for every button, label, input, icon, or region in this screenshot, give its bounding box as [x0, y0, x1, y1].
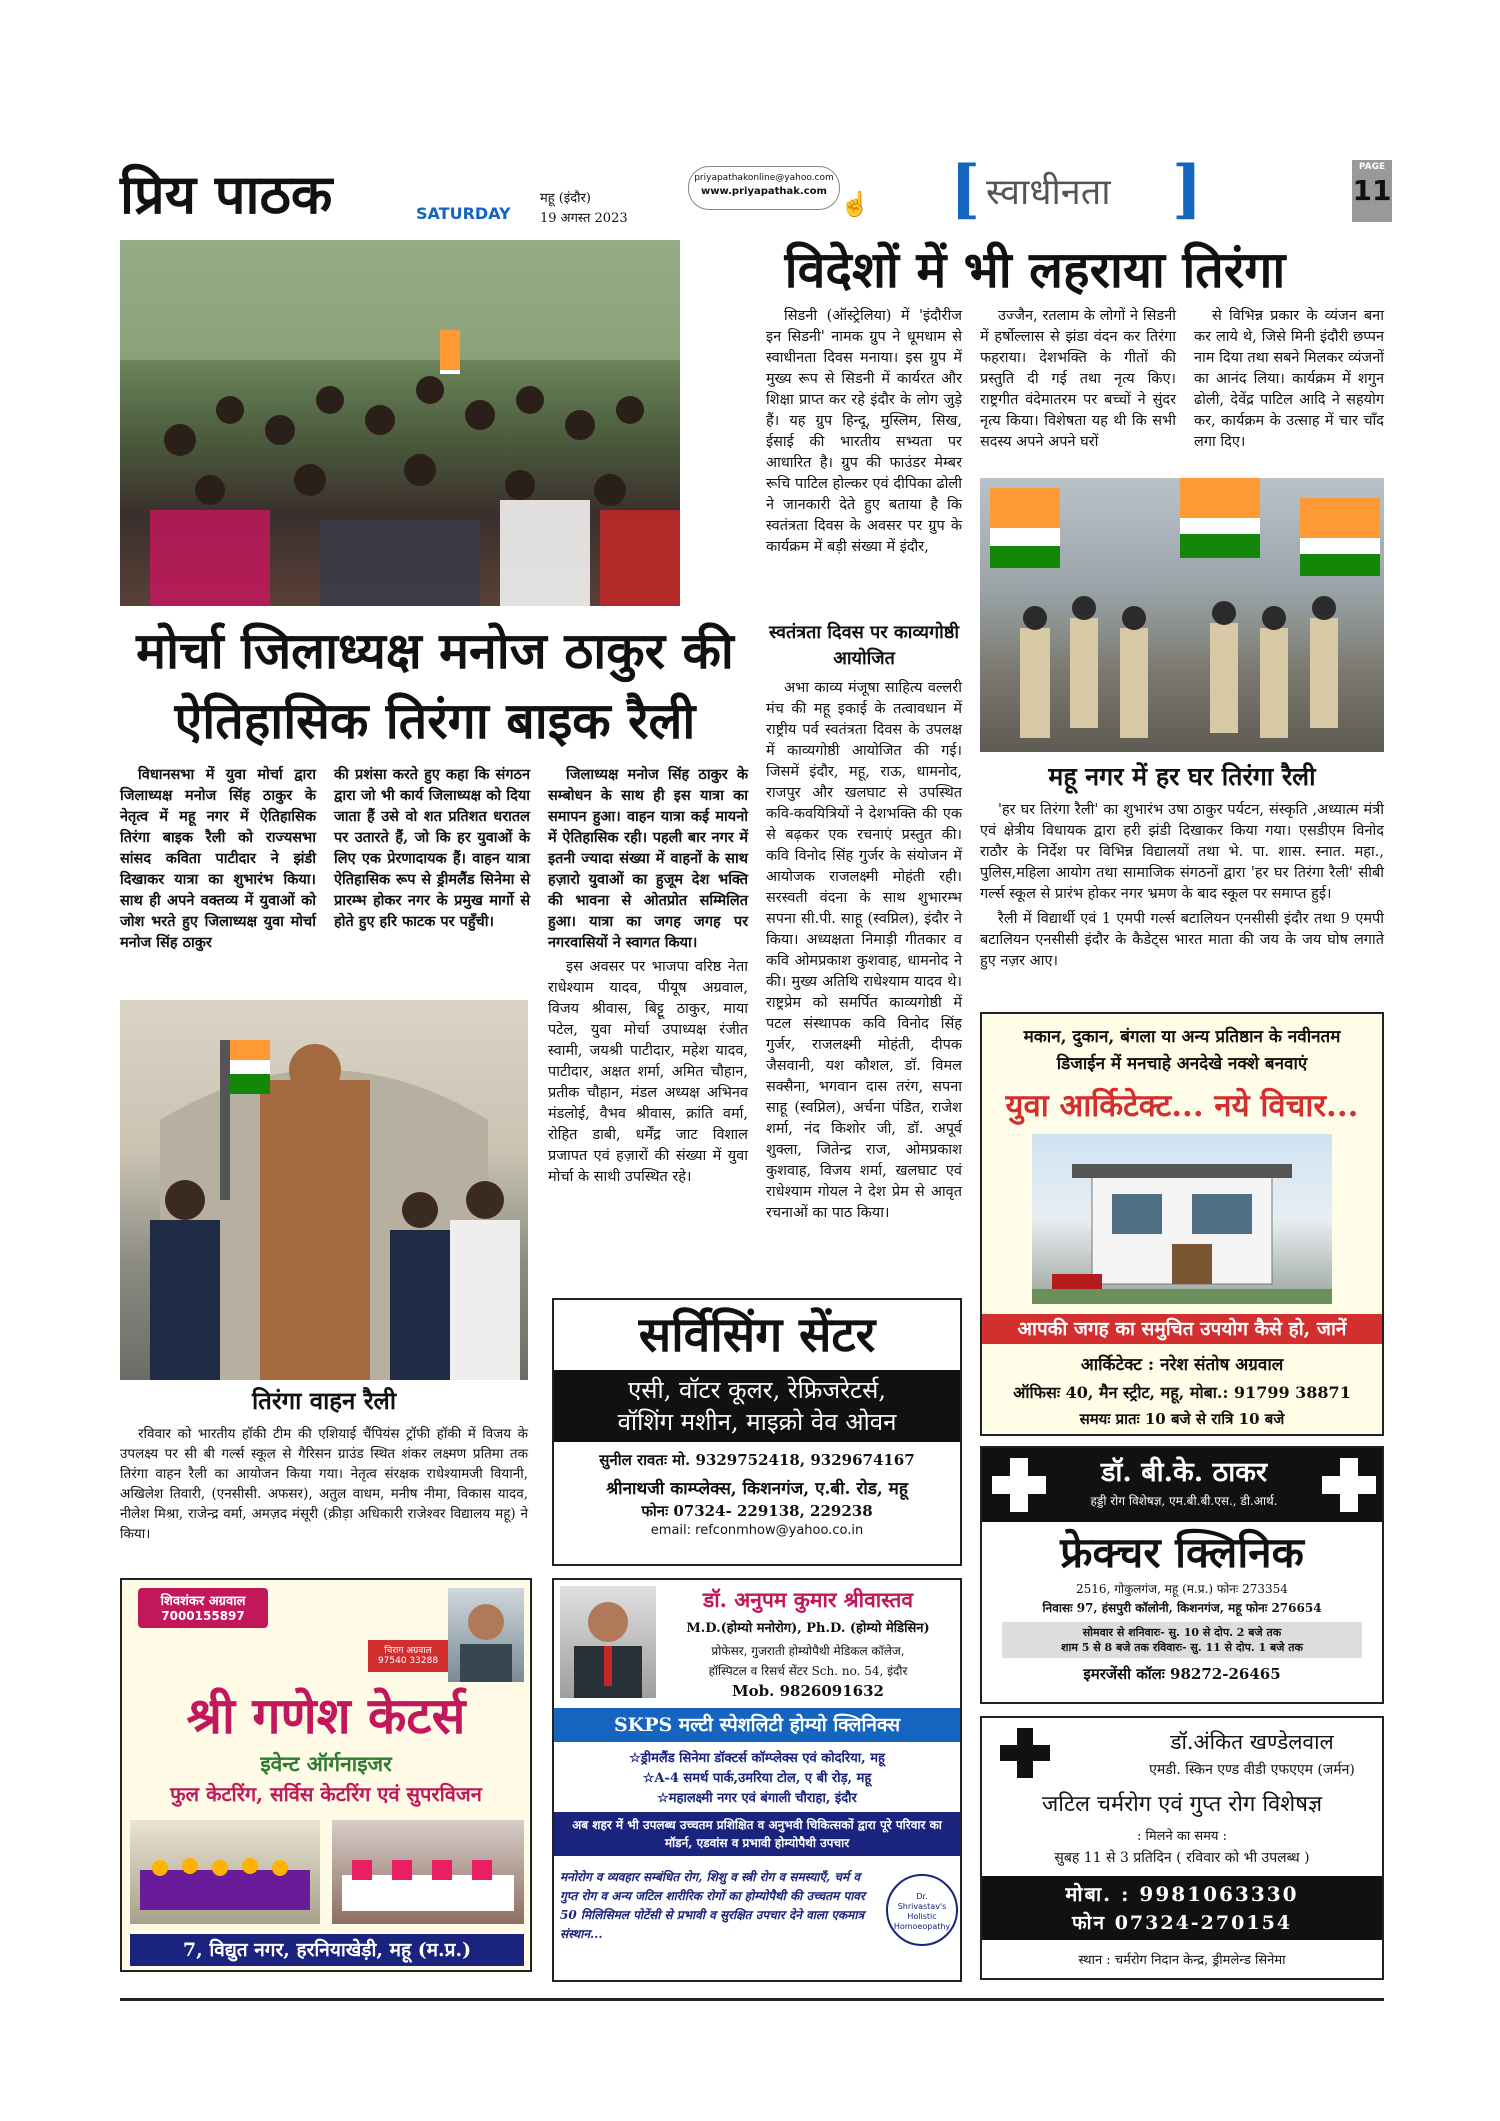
city-label: महू (इंदौर)	[540, 191, 591, 206]
owner-portrait	[448, 1588, 524, 1682]
statue-photo	[120, 1000, 528, 1380]
harghar-body-2: रैली में विद्यार्थी एवं 1 एमपी गर्ल्स बटालियन एनसीसी इंदौर तथा 9 एमपी बटालियन एनसीसी इंदौर के कैडेट्स भारत माता की जय के जय घोष लगाते हुए नज़र आए।	[980, 911, 1384, 969]
homeo-clinic: SKPS मल्टी स्पेशलिटी होम्यो क्लिनिक्स	[554, 1708, 960, 1742]
abroad-col-1-text: सिडनी (ऑस्ट्रेलिया) में 'इंदौरीज इन सिडनी' नामक ग्रुप ने धूमधाम से स्वाधीनता दिवस मनाया। इस ग्रुप में मुख्य रूप से सिडनी में कार्यरत और शिक्षा प्राप्त कर रहे इंदौर के लोग जुड़े हैं। यह ग्रुप हिन्दू, मुस्लिम, सिख, ईसाई की भारतीय सभ्यता पर आधारित है। ग्रुप की फाउंडर मेम्बर रूचि पाटिल होल्कर एवं दीपिका ढोली ने जानकारी देते हुए बताया है कि स्वतंत्रता दिवस के अवसर पर ग्रुप के कार्यक्रम में बड़ी संख्या में इंदौर,	[766, 308, 962, 555]
medical-cross-icon-right	[1322, 1458, 1376, 1512]
homeo-line-2: हॉस्पिटल व रिसर्च सेंटर Sch. no. 54, इंदौर	[708, 1664, 908, 1678]
parade-photo	[980, 478, 1384, 752]
homeo-seal	[886, 1874, 958, 1946]
skin-place: स्थान : चर्मरोग निदान केन्द्र, ड्रीमलेन्ड सिनेमा	[1078, 1953, 1286, 1968]
vahan-body-text: रविवार को भारतीय हॉकी टीम की एशियाई चैंपियंस ट्रॉफी हॉकी में विजय के उपलक्ष्य पर सी बी गर्ल्स स्कूल से गैरिसन ग्राउंड स्थित शंकर लक्ष्मण प्रतिमा तक तिरंगा वाहन रैली का आयोजन किया गया। नेतृत्व संरक्षक राधेश्यामजी वियानी, अखिलेश तिवारी, (एनसीसी. अफसर), अतुल वाधम, मनीष नीमा, विकास यादव, नीलेश मिश्रा, राजेन्द्र वर्मा, अमज़द मंसूरी (क्रीड़ा अधिकारी राजेश्वर विद्यालय महू) ने किया।	[120, 1426, 528, 1542]
doctor-portrait	[560, 1586, 656, 1698]
homeo-degree: M.D.(होम्यो मनोरोग), Ph.D. (होम्यो मेडिसिन)	[686, 1621, 930, 1636]
rally-headline-2: ऐतिहासिक तिरंगा बाइक रैली	[174, 691, 696, 750]
catering-photo-1	[130, 1820, 320, 1924]
servicing-address: श्रीनाथजी काम्प्लेक्स, किशनगंज, ए.बी. रोड, महू	[606, 1479, 908, 1499]
website-text: www.priyapathak.com	[701, 186, 827, 197]
abroad-col-2-text: उज्जैन, रतलाम के लोगों ने सिडनी में हर्षोल्लास से झंडा वंदन कर तिरंगा फहराया। देशभक्ति के गीतों की प्रस्तुति दी गई तथा नृत्य किए। राष्ट्रगीत वंदेमातरम पर बच्चों ने सुंदर नृत्य किया। विशेषता यह थी कि सभी सदस्य अपने अपने घरों	[980, 308, 1176, 450]
skin-ad	[980, 1716, 1384, 1980]
servicing-phone: फोनः 07324- 229138, 229238	[641, 1502, 873, 1520]
right-bracket-icon: ]	[1172, 152, 1203, 227]
catering-photo-2	[332, 1820, 524, 1924]
caterers-ad	[120, 1578, 532, 1972]
contact-bubble	[688, 166, 840, 210]
house-render-image	[1032, 1134, 1332, 1304]
harghar-headline: महू नगर में हर घर तिरंगा रैली	[1048, 762, 1316, 791]
email-text: priyapathakonline@yahoo.com	[694, 173, 834, 183]
rally-col-2	[334, 764, 530, 936]
homeo-doctor: डॉ. अनुपम कुमार श्रीवास्तव	[702, 1587, 914, 1612]
caterers-subtitle: इवेन्ट ऑर्गनाइजर	[260, 1751, 392, 1776]
skin-degree: एमडी. स्किन एण्ड वीडी एफएएम (जर्मन)	[1149, 1762, 1355, 1778]
fracture-timing-box	[1002, 1622, 1362, 1658]
kavya-body-text: अभा काव्य मंजूषा साहित्य वल्लरी मंच की महू इकाई के तत्वावधान में राष्ट्रीय पर्व स्वतंत्रता दिवस के उपलक्ष में काव्यगोष्ठी आयोजित की गई। जिसमें इंदौर, महू, राऊ, धामनोद, राजपुर और खलघाट से उपस्थित कवि-कवयित्रियों ने देशभक्ति की एक से बढ़कर एक रचनाएं प्रस्तुत की। कवि विनोद सिंह गुर्जर के संयोजन में आयोजक राजलक्ष्मी मोहंती रही। सरस्वती वंदना के साथ शुभारम्भ सपना सी.पी. साहू (स्वप्निल), इंदौर ने किया। अध्यक्षता निमाड़ी गीतकार व कवि ओमप्रकाश कुशवाह, धामनोद ने की। मुख्य अतिथि राधेश्याम यादव थे। राष्ट्रप्रेम को समर्पित काव्यगोष्ठी में पटल संस्थापक कवि विनोद सिंह गुर्जर, राजलक्ष्मी मोहंती, दीपक जैसवानी, यश कौशल, डॉ. विमल सक्सैना, भगवान दास तरंग, सपना साहू (स्वप्निल), अर्चना पंडित, राजेश शर्मा, नंद किशोर जी, डॉ. अपूर्व शुक्ला, जितेन्द्र राज, ओमप्रकाश कुशवाह, विजय शर्मा, खलघाट एवं राधेश्याम गोयल ने देश प्रेम से आवृत रचनाओं का पाठ किया।	[766, 680, 962, 1221]
caterers-contact-1-phone: 7000155897	[161, 1609, 245, 1623]
caterers-contact-1	[138, 1588, 268, 1628]
servicing-band	[554, 1370, 960, 1442]
fracture-time-1: सोमवार से शनिवारः- सु. 10 से दोप. 2 बजे तक	[1082, 1626, 1282, 1639]
skin-contact-band	[982, 1876, 1382, 1940]
abroad-col-3	[1194, 306, 1384, 457]
homeo-loc-1: ☆ड्रीमलैंड सिनेमा डॉक्टर्स कॉम्प्लेक्स एवं कोदरिया, महू	[629, 1751, 885, 1766]
left-bracket-icon: [	[950, 152, 981, 227]
page-box	[1352, 160, 1392, 222]
rally-col-1-text: विधानसभा में युवा मोर्चा द्वारा जिलाध्यक्ष मनोज सिंह ठाकुर के नेतृत्व में महू नगर में ऐतिहासिक तिरंगा बाइक रैली को राज्यसभा सांसद कविता पाटीदार ने झंडी दिखाकर यात्रा का शुभारंभ किया। साथ ही अपने वक्तव्य में युवाओं को जोश भरते हुए जिलाध्यक्ष युवा मोर्चा मनोज सिंह ठाकुर	[120, 766, 316, 951]
architect-line-2: डिजाईन में मनचाहे अनदेखे नक्शे बनवाएं	[1056, 1054, 1308, 1074]
day-label: SATURDAY	[416, 204, 511, 223]
architect-ad	[980, 1012, 1384, 1436]
architect-name: आर्किटेक्ट : नरेश संतोष अग्रवाल	[1080, 1355, 1284, 1375]
rally-col-3	[548, 764, 748, 1192]
skin-title: जटिल चर्मरोग एवं गुप्त रोग विशेषज्ञ	[1041, 1792, 1323, 1817]
homeo-mobile: Mob. 9826091632	[732, 1682, 884, 1700]
fracture-residence: निवासः 97, हंसपुरी कॉलोनी, किशनगंज, महू फोनः 276654	[1042, 1601, 1322, 1615]
vahan-headline: तिरंगा वाहन रैली	[251, 1386, 397, 1415]
section-title: स्वाधीनता	[986, 172, 1111, 213]
servicing-ad	[552, 1298, 962, 1566]
rally-col-2-text: की प्रशंसा करते हुए कहा कि संगठन द्वारा जो भी कार्य जिलाध्यक्ष को दिया जाता हैं उसे वो शत प्रतिशत धरातल पर उतारते हैं, जो कि हर युवाओं के लिए एक प्रेरणादायक हैं। वाहन यात्रा ऐतिहासिक रूप से ड्रीमलैंड सिनेमा से प्रारम्भ होकर नगर के प्रमुख मार्गो से होते हुए हरि फाटक पर पहुँची।	[334, 766, 530, 930]
caterers-address: 7, विद्युत नगर, हरनियाखेड़ी, महू (म.प्र.)	[130, 1934, 524, 1966]
plus-icon	[1000, 1728, 1050, 1778]
caterers-contact-1-name: शिवशंकर अग्रवाल	[160, 1594, 246, 1609]
sydney-photo-svg	[120, 240, 680, 606]
parade-photo-svg	[980, 478, 1384, 752]
abroad-col-3-text: से विभिन्न प्रकार के व्यंजन बना कर लाये थे, जिसे मिनी इंदौरी छप्पन नाम दिया तथा सबने मिलकर व्यंजनों का आनंद लिया। कार्यक्रम में शगुन ढोली, देवेंद्र पाटिल आदि ने सहयोग कर, कार्यक्रम के उत्साह में चार चाँद लगा दिए।	[1194, 308, 1384, 450]
kavya-body	[766, 678, 962, 1228]
abroad-headline: विदेशों में भी लहराया तिरंगा	[784, 240, 1286, 299]
fracture-ad	[980, 1446, 1384, 1704]
fracture-address: 2516, गोकुलगंज, महू (म.प्र.) फोनः 273354	[1076, 1582, 1288, 1596]
rally-headline-1: मोर्चा जिलाध्यक्ष मनोज ठाकुर की	[136, 621, 734, 680]
servicing-line-1: एसी, वॉटर कूलर, रेफ्रिजरेटर्स,	[628, 1376, 886, 1404]
medical-cross-icon-left	[992, 1458, 1046, 1512]
logo: प्रिय पाठक	[120, 162, 333, 226]
caterers-contact-2	[368, 1640, 448, 1672]
doctor-portrait-svg	[560, 1586, 656, 1698]
fracture-time-2: शाम 5 से 8 बजे तक रविवारः- सु. 11 से दोप. 1 बजे तक	[1061, 1641, 1303, 1654]
abroad-col-1	[766, 306, 962, 562]
sydney-group-photo	[120, 240, 680, 606]
fracture-emergency: इमरजेंसी कॉलः 98272-26465	[1083, 1665, 1281, 1683]
skin-timing-label: : मिलने का समय :	[1137, 1829, 1227, 1844]
servicing-line-2: वॉशिंग मशीन, माइक्रो वेव ओवन	[617, 1408, 897, 1436]
section-tag	[950, 152, 1203, 227]
harghar-body	[980, 800, 1384, 976]
caterers-contact-2-name: चिराग अग्रवाल	[384, 1646, 432, 1656]
homeo-line-1: प्रोफेसर, गुजराती होम्योपैथी मेडिकल कॉलेज,	[711, 1644, 905, 1658]
house-render-svg	[1032, 1134, 1332, 1304]
rally-col-3b-text: इस अवसर पर भाजपा वरिष्ठ नेता राधेश्याम यादव, पीयूष अग्रवाल, विजय श्रीवास, बिट्टू ठाकुर, माया पटेल, युवा मोर्चा उपाध्यक्ष रंजीत स्वामी, जयश्री पाटीदार, महेश यादव, पाटीदार, अक्षत शर्मा, अमित चौहान, प्रतीक चौहान, मंडल अध्यक्ष अभिनव मंडलोई, वैभव श्रीवास, क्रांति वर्मा, रोहित डाबी, धर्मेंद्र जाट विशाल प्रजापत एवं हज़ारों की संख्या में युवा मोर्चा के साथी उपस्थित रहे।	[548, 959, 748, 1185]
owner-portrait-svg	[448, 1588, 524, 1682]
homeo-seal-text: Dr. Shrivastav's Holistic Homoeopathy	[893, 1892, 951, 1931]
homeo-ad	[552, 1578, 962, 1982]
date-label: 19 अगस्त 2023	[540, 211, 628, 226]
fracture-degree: हड्डी रोग विशेषज्ञ, एम.बी.बी.एस., डी.आर्थ.	[1090, 1494, 1278, 1508]
servicing-contact: सुनील रावतः मो. 9329752418, 9329674167	[599, 1451, 915, 1469]
rally-col-3-text: जिलाध्यक्ष मनोज सिंह ठाकुर के सम्बोधन के साथ ही इस यात्रा का समापन हुआ। वाहन यात्रा कई मायनो में ऐतिहासिक रही। पहली बार नगर में इतनी ज्यादा संख्या में वाहनों के साथ हज़ारो युवाओं का हुजूम देश भक्ति की भावना से ओतप्रोत सम्मिलित हुआ। यात्रा का जगह जगह पर नगरवासियों ने स्वागत किया।	[548, 766, 748, 951]
homeo-loc-2: ☆A-4 समर्थ पार्क,उमरिया टोल, ए बी रोड़, महू	[642, 1771, 872, 1786]
skin-timing: सुबह 11 से 3 प्रतिदिन ( रविवार को भी उपलब्ध )	[1054, 1850, 1310, 1866]
servicing-title: सर्विसिंग सेंटर	[638, 1307, 876, 1363]
homeo-band: अब शहर में भी उपलब्ध उच्चतम प्रशिक्षित व अनुभवी चिकित्सकों द्वारा पूरे परिवार का मॉडर्न, एडवांस व प्रभावी होम्योपैथी उपचार	[554, 1812, 960, 1856]
homeo-footer: मनोरोग व व्यवहार सम्बंधित रोग, शिशु व स्त्री रोग व समस्याएँ, चर्म व गुप्त रोग व अन्य जटिल शारीरिक रोगों का होम्योपैथी की उच्चतम पावर 50 मिलिसिमल पोटेंसी से प्रभावी व सुरक्षित उपचार देने वाला एकमात्र संस्थान...	[560, 1870, 865, 1941]
page-label: PAGE	[1358, 162, 1386, 172]
kavya-headline: स्वतंत्रता दिवस पर काव्यगोष्ठी आयोजित	[768, 622, 960, 669]
caterers-contact-2-phone: 97540 33288	[377, 1656, 439, 1666]
fracture-header	[982, 1448, 1382, 1522]
architect-banner: आपकी जगह का समुचित उपयोग कैसे हो, जानें	[982, 1314, 1382, 1344]
cursor-hand-icon: ☝	[840, 190, 870, 218]
harghar-body-1: 'हर घर तिरंगा रैली' का शुभारंभ उषा ठाकुर पर्यटन, संस्कृति ,अध्यात्म मंत्री एवं क्षेत्रीय विधायक द्वारा हरी झंडी दिखाकर किया गया। एसडीएम विनोद राठौर के निर्देश पर विभिन्न विद्यालयों तथा भे. पा. शास. स्नात. महा., पुलिस,महिला आयोग तथा सामाजिक संगठनों द्वारा 'हर घर तिरंगा रैली' सीबी गर्ल्स स्कूल से प्रारंभ होकर नगर भ्रमण के बाद स्कूल पर समाप्त हुई।	[980, 802, 1384, 902]
homeo-loc-3: ☆महालक्ष्मी नगर एवं बंगाली चौराहा, इंदौर	[657, 1791, 857, 1806]
architect-title: युवा आर्किटेक्ट... नये विचार...	[1005, 1088, 1359, 1124]
caterers-services: फुल केटरिंग, सर्विस केटरिंग एवं सुपरविजन	[170, 1782, 482, 1806]
architect-timing: समयः प्रातः 10 बजे से रात्रि 10 बजे	[1079, 1410, 1285, 1428]
caterers-title: श्री गणेश केटर्स	[186, 1686, 466, 1745]
servicing-email: email: refconmhow@yahoo.co.in	[650, 1523, 864, 1538]
abroad-col-2	[980, 306, 1176, 457]
page-number: 11	[1352, 174, 1392, 207]
skin-mobile: मोबा. : 9981063330	[1065, 1882, 1299, 1906]
fracture-doctor: डॉ. बी.के. ठाकर	[1100, 1457, 1268, 1488]
rally-col-1	[120, 764, 316, 957]
architect-address: ऑफिसः 40, मैन स्ट्रीट, महू, मोबा.: 91799 38871	[1013, 1383, 1351, 1402]
vahan-body	[120, 1424, 528, 1548]
skin-phone: फोन 07324-270154	[1071, 1912, 1293, 1934]
statue-photo-svg	[120, 1000, 528, 1380]
page-bottom-rule	[120, 1998, 1384, 2001]
fracture-title: फ्रेक्चर क्लिनिक	[1060, 1528, 1304, 1577]
architect-line-1: मकान, दुकान, बंगला या अन्य प्रतिष्ठान के नवीनतम	[1023, 1027, 1341, 1047]
masthead	[120, 152, 1392, 230]
skin-doctor: डॉ.अंकित खण्डेलवाल	[1170, 1730, 1334, 1754]
